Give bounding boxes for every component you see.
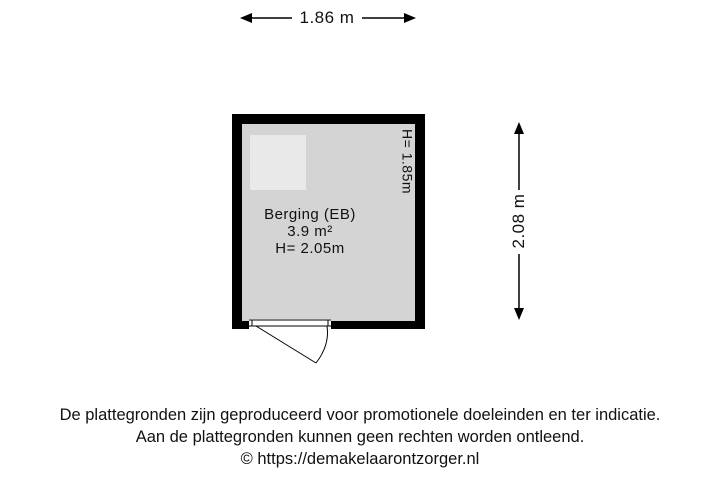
depth-dimension-label: 2.08 m: [509, 193, 528, 249]
room-height: H= 2.05m: [275, 240, 345, 257]
disclaimer-line-3: © https://demakelaarontzorger.nl: [240, 450, 480, 468]
slope-height-label: H= 1.85m: [399, 128, 416, 195]
room-name: Berging (EB): [264, 206, 356, 223]
window-box: [250, 135, 306, 190]
room-area: 3.9 m²: [287, 223, 333, 240]
disclaimer-line-2: Aan de plattegronden kunnen geen rechten worden ontleend.: [135, 428, 585, 446]
room-label-group: [242, 206, 378, 257]
width-dimension-label: 1.86 m: [299, 8, 355, 27]
disclaimer: [0, 404, 720, 470]
door-swing: [256, 326, 328, 363]
disclaimer-line-1: De plattegronden zijn geproduceerd voor promotionele doeleinden en ter indicatie.: [59, 406, 661, 424]
door-opening: [249, 319, 331, 330]
